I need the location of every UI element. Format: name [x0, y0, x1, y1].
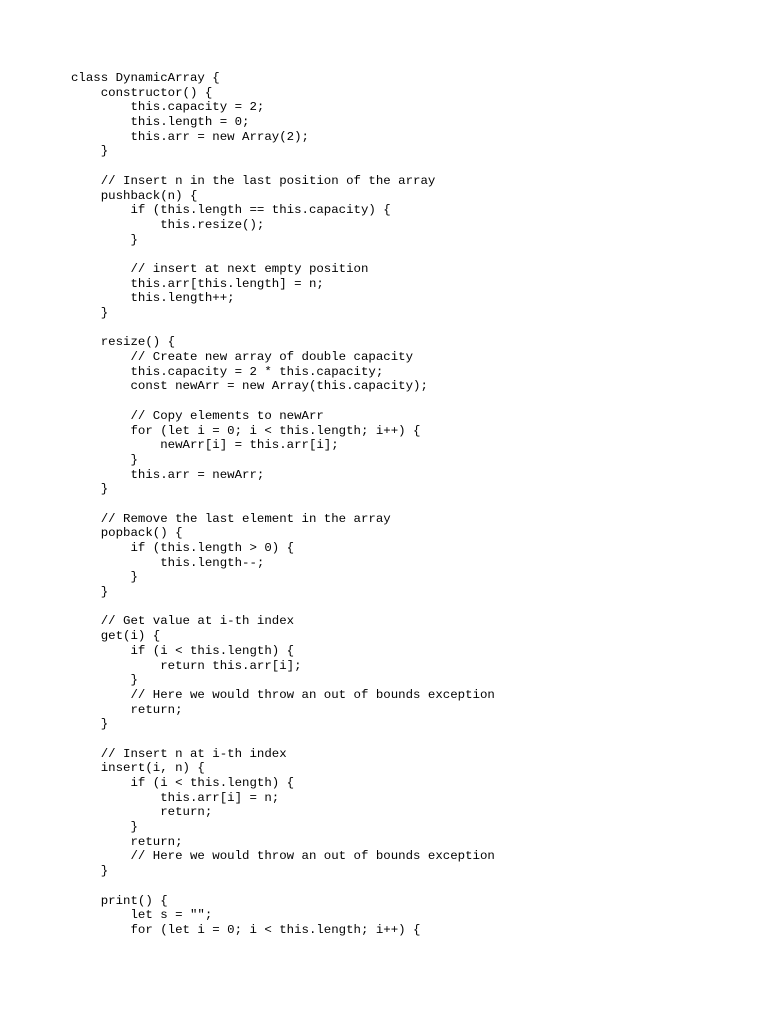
code-line	[71, 394, 495, 409]
code-line: // Remove the last element in the array	[71, 511, 391, 526]
code-line: this.arr = newArr;	[71, 467, 265, 482]
code-line: }	[71, 306, 109, 320]
code-line: if (i < this.length) {	[71, 776, 295, 790]
code-line: }	[71, 585, 109, 600]
code-line: this.arr[this.length] = n;	[71, 276, 324, 291]
code-line: let s = "";	[71, 908, 213, 923]
code-line: return;	[71, 805, 213, 820]
code-line: for (let i = 0; i < this.length; i++) {	[71, 423, 421, 438]
code-line: this.arr[i] = n;	[71, 790, 280, 805]
code-line: }	[71, 452, 138, 467]
code-line: constructor() {	[71, 85, 213, 100]
code-line: }	[71, 232, 138, 247]
code-line: // insert at next empty position	[71, 261, 369, 276]
code-line: }	[71, 717, 109, 732]
code-line: this.arr = new Array(2);	[71, 129, 309, 144]
code-line: this.length--;	[71, 555, 265, 570]
code-line: }	[71, 864, 109, 879]
code-line: if (this.length == this.capacity) {	[71, 203, 391, 218]
code-line: return;	[71, 834, 183, 849]
code-line	[71, 497, 495, 512]
code-line: // Create new array of double capacity	[71, 350, 414, 365]
code-line	[71, 247, 495, 262]
code-line: // Insert n in the last position of the array	[71, 173, 436, 188]
code-line	[71, 879, 495, 894]
code-line: resize() {	[71, 335, 176, 350]
code-line: // Copy elements to newArr	[71, 408, 324, 423]
code-line: print() {	[71, 893, 168, 908]
code-line: }	[71, 673, 138, 688]
code-line: // Here we would throw an out of bounds exception	[71, 687, 495, 702]
code-line: this.length++;	[71, 291, 235, 306]
code-line: // Here we would throw an out of bounds exception	[71, 849, 495, 864]
code-line: }	[71, 570, 138, 585]
code-line: for (let i = 0; i < this.length; i++) {	[71, 922, 421, 937]
code-line: this.capacity = 2;	[71, 100, 265, 115]
code-line: // Insert n at i-th index	[71, 746, 287, 761]
code-line: // Get value at i-th index	[71, 614, 295, 629]
code-line: pushback(n) {	[71, 188, 198, 203]
code-line: }	[71, 144, 109, 159]
code-line: this.resize();	[71, 217, 265, 232]
code-block	[71, 71, 495, 938]
code-line: this.capacity = 2 * this.capacity;	[71, 364, 384, 379]
code-line: return this.arr[i];	[71, 658, 302, 673]
code-line: get(i) {	[71, 629, 161, 644]
code-line: newArr[i] = this.arr[i];	[71, 438, 339, 453]
code-line: return;	[71, 702, 183, 717]
code-line: const newArr = new Array(this.capacity);	[71, 379, 428, 394]
code-line	[71, 600, 495, 615]
code-line: }	[71, 482, 109, 497]
code-line: if (i < this.length) {	[71, 643, 295, 658]
code-line: popback() {	[71, 526, 183, 541]
code-line: this.length = 0;	[71, 115, 250, 130]
code-line: insert(i, n) {	[71, 761, 205, 776]
code-line: if (this.length > 0) {	[71, 541, 295, 555]
code-line: class DynamicArray {	[71, 71, 220, 85]
code-line: }	[71, 820, 138, 835]
code-line	[71, 159, 495, 174]
code-line	[71, 321, 495, 336]
code-line	[71, 732, 495, 747]
